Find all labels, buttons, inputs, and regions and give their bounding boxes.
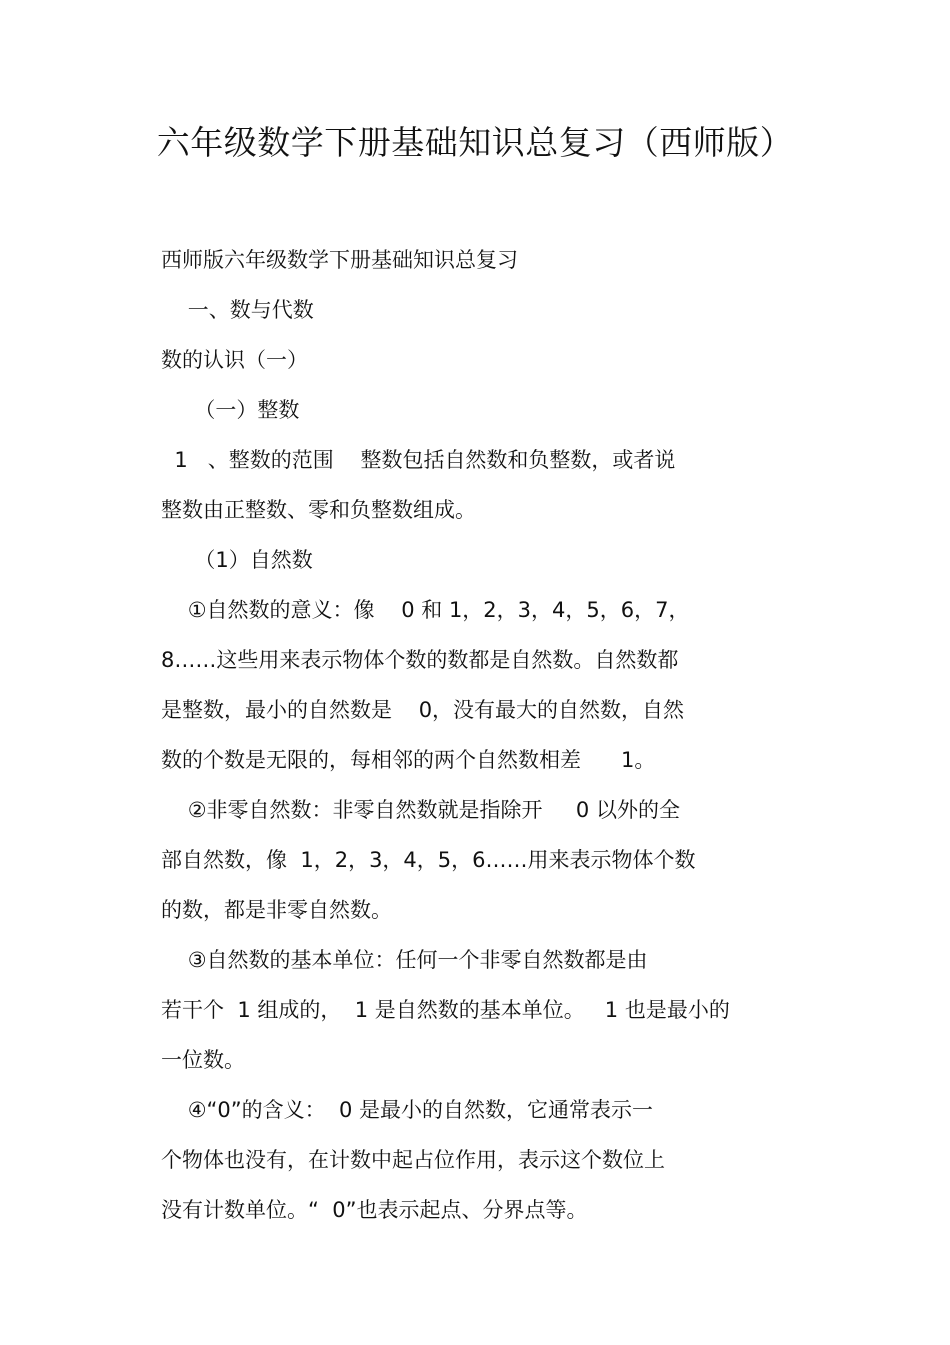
text-line: 是整数，最小的自然数是 0，没有最大的自然数，自然 bbox=[161, 698, 685, 722]
text-line-natural-number-heading: （1）自然数 bbox=[161, 548, 313, 572]
text-line: 8……这些用来表示物体个数的数都是自然数。自然数都 bbox=[161, 648, 679, 672]
text-line: 整数由正整数、零和负整数组成。 bbox=[161, 498, 476, 522]
document-title: 六年级数学下册基础知识总复习（西师版） bbox=[156, 123, 794, 162]
text-line: 若干个 1 组成的， 1 是自然数的基本单位。 1 也是最小的 bbox=[161, 998, 730, 1022]
text-line-integer-heading: （一）整数 bbox=[161, 398, 300, 422]
text-line: ①自然数的意义：像 0 和 1，2，3，4，5，6，7， bbox=[161, 598, 690, 622]
text-line: ④“0”的含义： 0 是最小的自然数，它通常表示一 bbox=[161, 1098, 654, 1122]
text-line: 没有计数单位。“ 0”也表示起点、分界点等。 bbox=[161, 1198, 588, 1222]
text-line: ②非零自然数：非零自然数就是指除开 0 以外的全 bbox=[161, 798, 680, 822]
text-line: ③自然数的基本单位：任何一个非零自然数都是由 bbox=[161, 948, 648, 972]
text-line: 数的个数是无限的，每相邻的两个自然数相差 1。 bbox=[161, 748, 656, 772]
text-line-integer-range: 1 、整数的范围 整数包括自然数和负整数，或者说 bbox=[161, 448, 676, 472]
text-line-subtitle: 西师版六年级数学下册基础知识总复习 bbox=[161, 248, 518, 272]
text-line-subsection-heading: 数的认识（一） bbox=[161, 348, 308, 372]
text-line: 个物体也没有，在计数中起占位作用，表示这个数位上 bbox=[161, 1148, 665, 1172]
text-line: 一位数。 bbox=[161, 1048, 245, 1072]
text-line-section-heading: 一、数与代数 bbox=[161, 298, 314, 322]
text-line: 部自然数，像 1，2，3，4，5，6……用来表示物体个数 bbox=[161, 848, 696, 872]
text-line: 的数，都是非零自然数。 bbox=[161, 898, 392, 922]
